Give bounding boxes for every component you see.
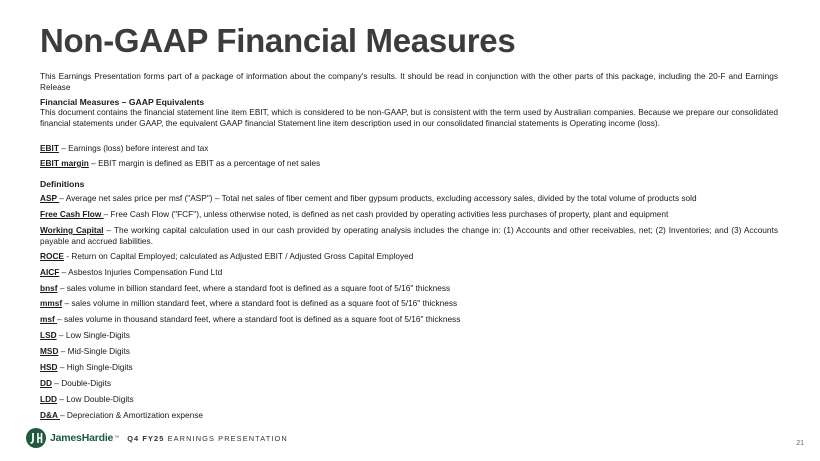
footer [26,426,288,450]
definition-lsd [40,330,778,341]
brand-name: JamesHardie [50,432,114,444]
definition-ldd [40,394,778,405]
term-separator: – [57,362,67,372]
gaap-section-body: This document contains the financial statement line item EBIT, which is considered to be non-GAAP, but is consistent with the term used by Australian companies. Because we prepare our consolidated financial statements under GAAP, the equivalent GAAP financial Statement line item description used in our consolidated financial statements is Operating income (loss). [40,107,778,128]
definition-roce [40,251,778,262]
term-description: Depreciation & Amortization expense [66,410,203,420]
intro-paragraph: This Earnings Presentation forms part of a package of information about the company's results. It should be read in conjunction with the other parts of this package, including the 20-F and Earnings Release [40,71,778,92]
term-separator: – [56,330,66,340]
term-description: High Single-Digits [66,362,133,372]
term-description: The working capital calculation used in our cash provided by operating analysis includes the change in: (1) Accounts and other receivables, net; (2) Inventories; and (3) Accounts payable and accrued liabilities. [40,225,778,246]
term-label: AICF [40,267,60,277]
page-number: 21 [796,440,804,447]
term-separator: – [51,378,62,388]
term-separator: – [103,209,111,219]
term-label: ROCE [40,251,64,261]
definition-aicf [40,267,778,278]
definition-msf [40,314,778,325]
term-separator: – [59,193,66,203]
term-separator: – [58,346,68,356]
term-description: Free Cash Flow ("FCF"), unless otherwise noted, is defined as net cash provided by operating activities less purchases of property, plant and equipment [110,209,669,219]
term-separator: – [58,143,69,153]
definition-mmsf [40,298,778,309]
term-description: EBIT margin is defined as EBIT as a percentage of net sales [98,158,321,168]
term-label: HSD [40,362,58,372]
term-label: DD [40,378,52,388]
term-label: bnsf [40,283,58,293]
term-label: EBIT margin [40,158,89,168]
term-description: sales volume in million standard feet, where a standard foot is defined as a square foot of 5/16" thickness [71,298,458,308]
term-description: Low Double-Digits [66,394,134,404]
term-description: Earnings (loss) before interest and tax [68,143,209,153]
term-description: sales volume in thousand standard feet, where a standard foot is defined as a square foot of 5/16" thickness [63,314,461,324]
definition-asp [40,193,778,204]
term-separator: – [57,314,64,324]
footer-label-text: EARNINGS PRESENTATION [167,433,288,443]
term-separator: – [57,394,67,404]
term-label: Free Cash Flow [40,209,104,219]
definition-free-cash-flow [40,209,778,220]
term-description: Mid-Single Digits [67,346,130,356]
term-description: sales volume in billion standard feet, where a standard foot is defined as a square foot of 5/16" thickness [66,283,451,293]
term-description: Average net sales price per msf ("ASP") – Total net sales of fiber cement and fiber gypsum products, excluding accessory sales, divided by the total volume of products sold [65,193,697,203]
term-label: LDD [40,394,58,404]
term-label: LSD [40,330,57,340]
page-title: Non-GAAP Financial Measures [40,22,516,59]
term-description: Low Single-Digits [65,330,130,340]
term-separator: – [59,267,69,277]
james-hardie-logo-icon [26,428,46,448]
term-label: MSD [40,346,59,356]
term-separator: – [57,283,67,293]
term-separator: – [62,298,72,308]
definition-bnsf [40,283,778,294]
footer-presentation-label [127,434,288,443]
term-label: D&A [40,410,60,420]
gaap-section-heading: Financial Measures – GAAP Equivalents [40,97,205,107]
term-separator: - [63,251,72,261]
term-description: Double-Digits [61,378,112,388]
term-label: mmsf [40,298,63,308]
definition-working-capital [40,225,778,246]
term-separator: – [59,410,67,420]
term-description: Asbestos Injuries Compensation Fund Ltd [68,267,223,277]
definition-dd [40,378,778,389]
definition-d-and-a [40,410,778,421]
term-label: Working Capital [40,225,104,235]
trademark-mark: ™ [114,435,120,441]
definition-ebit-margin [40,158,778,169]
term-separator: – [103,225,114,235]
term-separator: – [88,158,99,168]
footer-period: Q4 FY25 [127,433,165,443]
term-label: ASP [40,193,60,203]
term-description: Return on Capital Employed; calculated as Adjusted EBIT / Adjusted Gross Capital Employed [71,251,414,261]
definition-hsd [40,362,778,373]
definition-ebit [40,143,778,154]
term-label: msf [40,314,58,324]
definition-msd [40,346,778,357]
term-label: EBIT [40,143,59,153]
definitions-heading: Definitions [40,179,85,189]
